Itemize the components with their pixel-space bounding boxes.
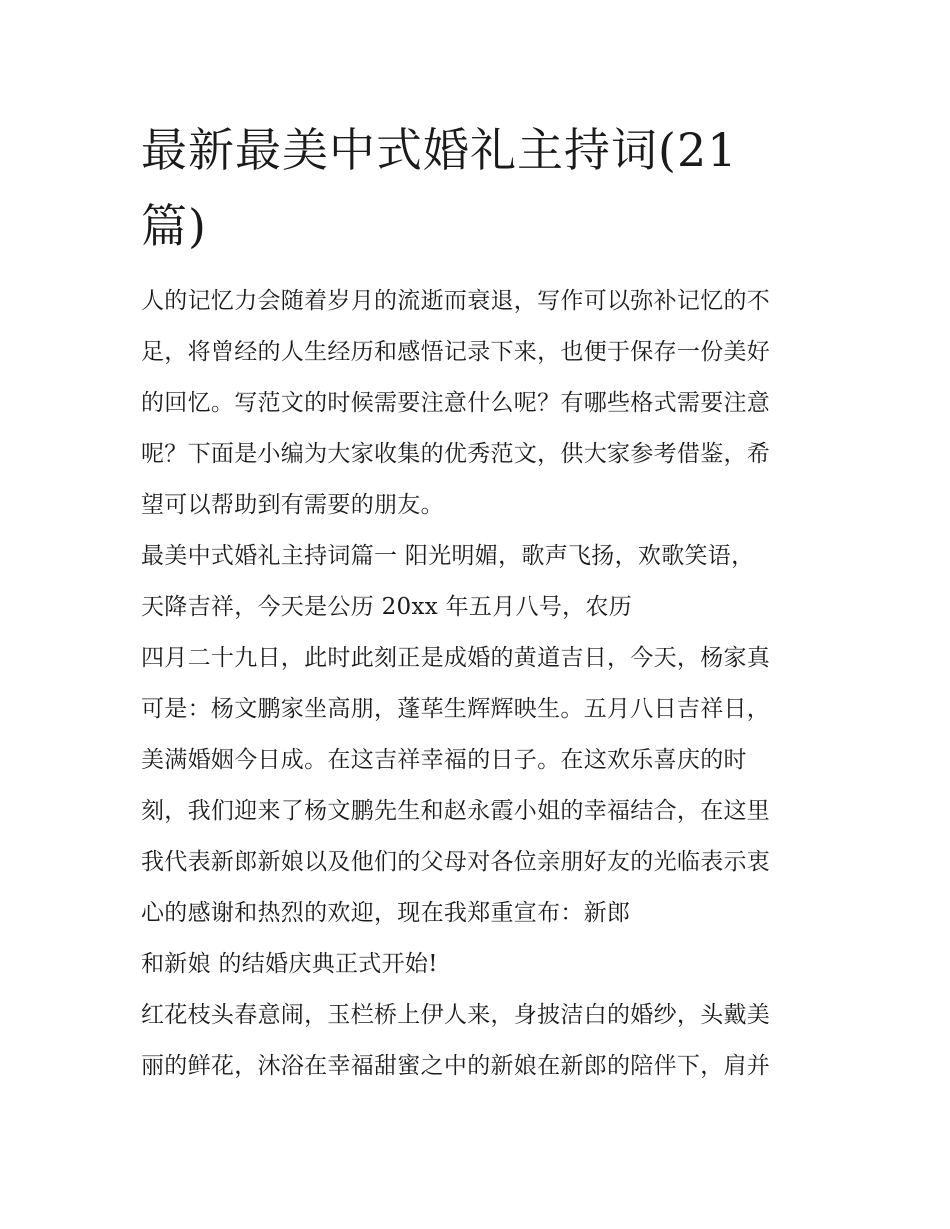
- document-title: [141, 112, 821, 264]
- body-line: 心的感谢和热烈的欢迎，现在我郑重宣布：新郎: [141, 900, 631, 926]
- body-line: 丽的鲜花，沐浴在幸福甜蜜之中的新娘在新郎的陪伴下，肩并: [141, 1053, 771, 1079]
- body-line: 和新娘 的结婚庆典正式开始!: [141, 951, 438, 977]
- title-line-2: 篇): [141, 199, 207, 253]
- body-line: 望可以帮助到有需要的朋友。: [141, 492, 444, 518]
- body-line: 足，将曾经的人生经历和感悟记录下来，也便于保存一份美好: [141, 339, 771, 365]
- body-line: 呢？下面是小编为大家收集的优秀范文，供大家参考借鉴，希: [141, 441, 771, 467]
- body-line: 红花枝头春意闹，玉栏桥上伊人来，身披洁白的婚纱，头戴美: [141, 1002, 771, 1028]
- body-line: 的回忆。写范文的时候需要注意什么呢？有哪些格式需要注意: [141, 390, 771, 416]
- body-line: 刻，我们迎来了杨文鹏先生和赵永霞小姐的幸福结合，在这里: [141, 798, 771, 824]
- document-body: [141, 276, 831, 1092]
- body-line: 我代表新郎新娘以及他们的父母对各位亲朋好友的光临表示衷: [141, 849, 771, 875]
- body-line: 可是：杨文鹏家坐高朋，蓬荜生辉辉映生。五月八日吉祥日，: [141, 696, 771, 722]
- body-line: 美满婚姻今日成。在这吉祥幸福的日子。在这欢乐喜庆的时: [141, 747, 747, 773]
- title-line-1: 最新最美中式婚礼主持词(21: [141, 123, 738, 177]
- body-line: 人的记忆力会随着岁月的流逝而衰退，写作可以弥补记忆的不: [141, 288, 771, 314]
- body-line: 四月二十九日，此时此刻正是成婚的黄道吉日，今天，杨家真: [141, 645, 771, 671]
- body-line: 天降吉祥，今天是公历 20xx 年五月八号，农历: [141, 594, 633, 620]
- body-line: 最美中式婚礼主持词篇一 阳光明媚，歌声飞扬，欢歌笑语，: [141, 543, 755, 569]
